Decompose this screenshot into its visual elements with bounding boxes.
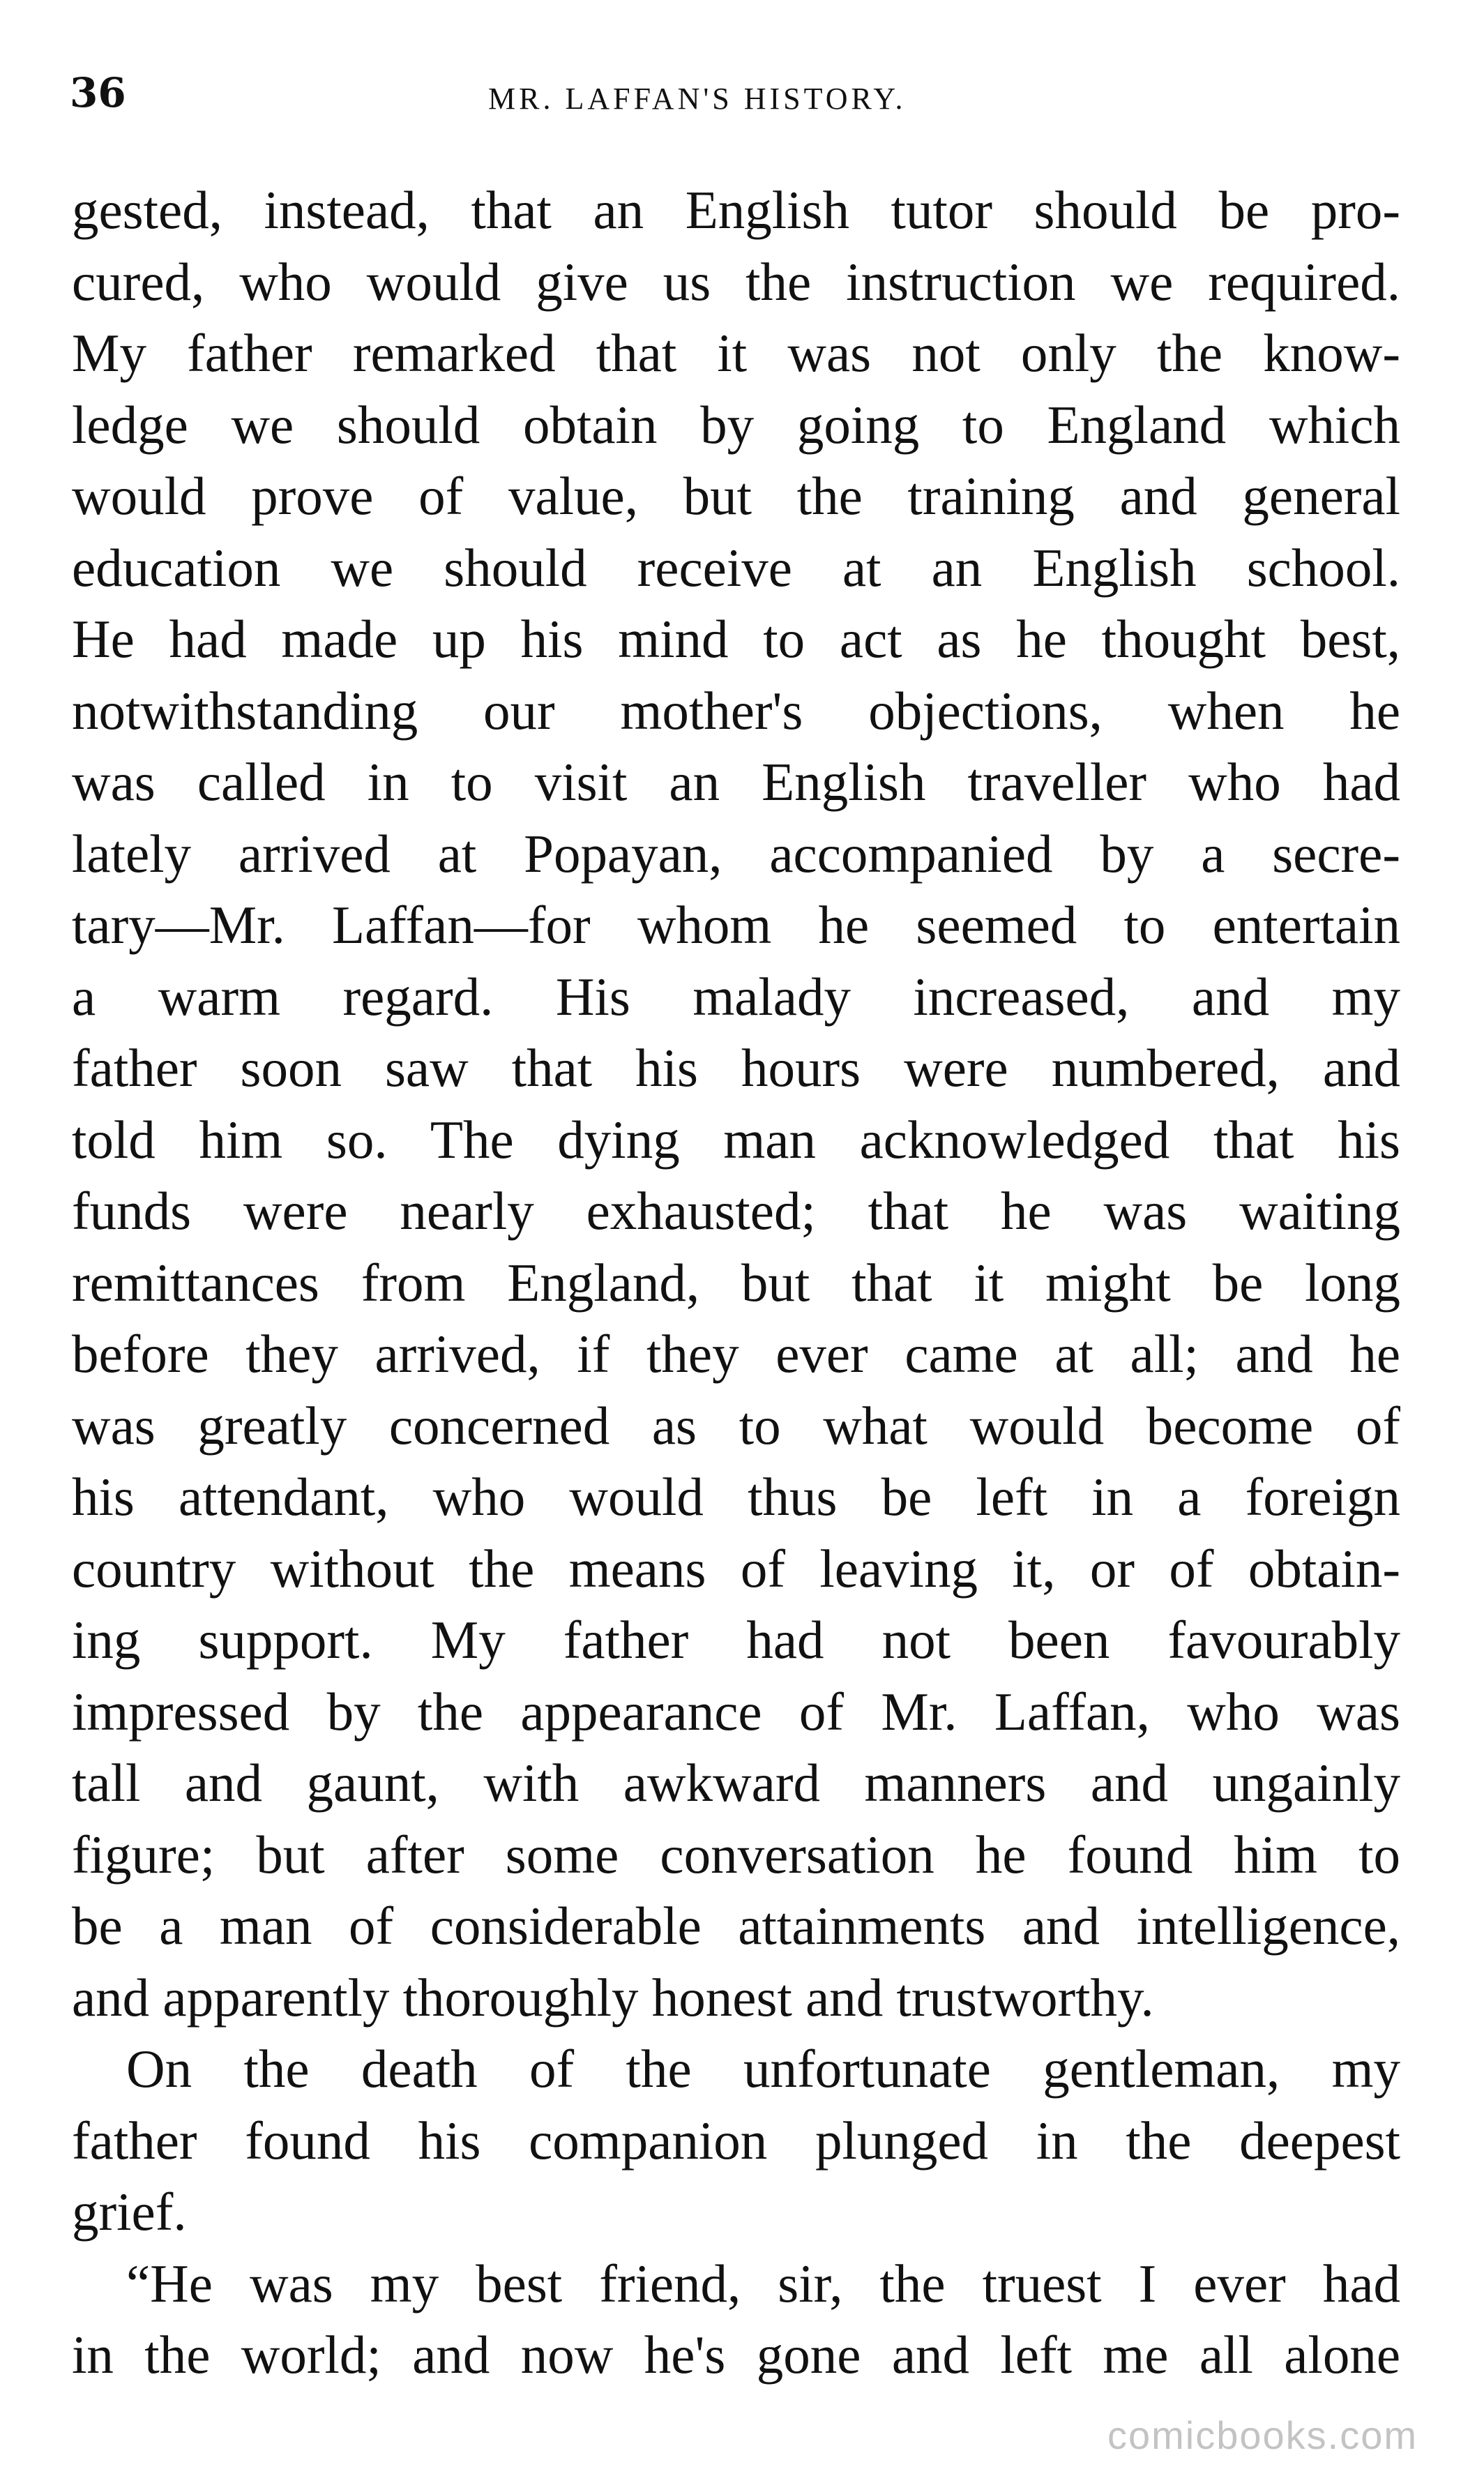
- text-line: notwithstanding our mother's objections, when he: [72, 680, 1400, 741]
- text-line: before they arrived, if they ever came at all; and he: [72, 1324, 1400, 1384]
- text-line: remittances from England, but that it might be long: [72, 1252, 1400, 1313]
- text-line: He had made up his mind to act as he thought best,: [72, 609, 1400, 669]
- text-line: impressed by the appearance of Mr. Laffan, who was: [72, 1681, 1400, 1742]
- text-line: lately arrived at Popayan, accompanied by a secre-: [72, 823, 1400, 884]
- paragraph: [72, 174, 1400, 2033]
- running-title: MR. LAFFAN'S HISTORY.: [488, 82, 907, 116]
- page-number: 36: [70, 69, 126, 116]
- text-line: father soon saw that his hours were numbered, and: [72, 1038, 1400, 1098]
- watermark: comicbooks.com: [1107, 2413, 1418, 2457]
- paragraph: [72, 2033, 1400, 2248]
- text-line: tall and gaunt, with awkward manners and ungainly: [72, 1753, 1400, 1813]
- text-line: education we should receive at an English school.: [72, 537, 1400, 598]
- body-text: [72, 174, 1400, 2391]
- text-line: would prove of value, but the training and general: [72, 466, 1400, 526]
- text-line: tary—Mr. Laffan—for whom he seemed to entertain: [72, 895, 1400, 955]
- text-line: funds were nearly exhausted; that he was waiting: [72, 1181, 1400, 1241]
- text-line: “He was my best friend, sir, the truest I ever had: [126, 2253, 1400, 2314]
- text-line: cured, who would give us the instruction we required.: [72, 251, 1400, 312]
- text-line: grief.: [72, 2182, 187, 2242]
- text-line: in the world; and now he's gone and left me all alone: [72, 2325, 1400, 2385]
- text-line: his attendant, who would thus be left in a foreign: [72, 1467, 1400, 1527]
- running-head: [70, 68, 1395, 131]
- text-line: father found his companion plunged in the deepest: [72, 2110, 1400, 2171]
- text-line: country without the means of leaving it, or of obtain-: [72, 1538, 1400, 1599]
- text-line: was greatly concerned as to what would become of: [72, 1395, 1400, 1456]
- text-line: told him so. The dying man acknowledged that his: [72, 1109, 1400, 1170]
- text-line: a warm regard. His malady increased, and my: [72, 966, 1400, 1027]
- text-line: My father remarked that it was not only the know-: [72, 323, 1400, 383]
- text-line: gested, instead, that an English tutor should be pro-: [72, 180, 1400, 240]
- text-line: ing support. My father had not been favourably: [72, 1610, 1400, 1670]
- text-line: was called in to visit an English traveller who had: [72, 752, 1400, 812]
- text-line: ledge we should obtain by going to England which: [72, 394, 1400, 455]
- text-line: figure; but after some conversation he found him to: [72, 1824, 1400, 1885]
- text-line: On the death of the unfortunate gentleman, my: [126, 2039, 1400, 2099]
- text-line: be a man of considerable attainments and intelligence,: [72, 1896, 1400, 1956]
- paragraph: [72, 2248, 1400, 2391]
- text-line: and apparently thoroughly honest and trustworthy.: [72, 1967, 1154, 2028]
